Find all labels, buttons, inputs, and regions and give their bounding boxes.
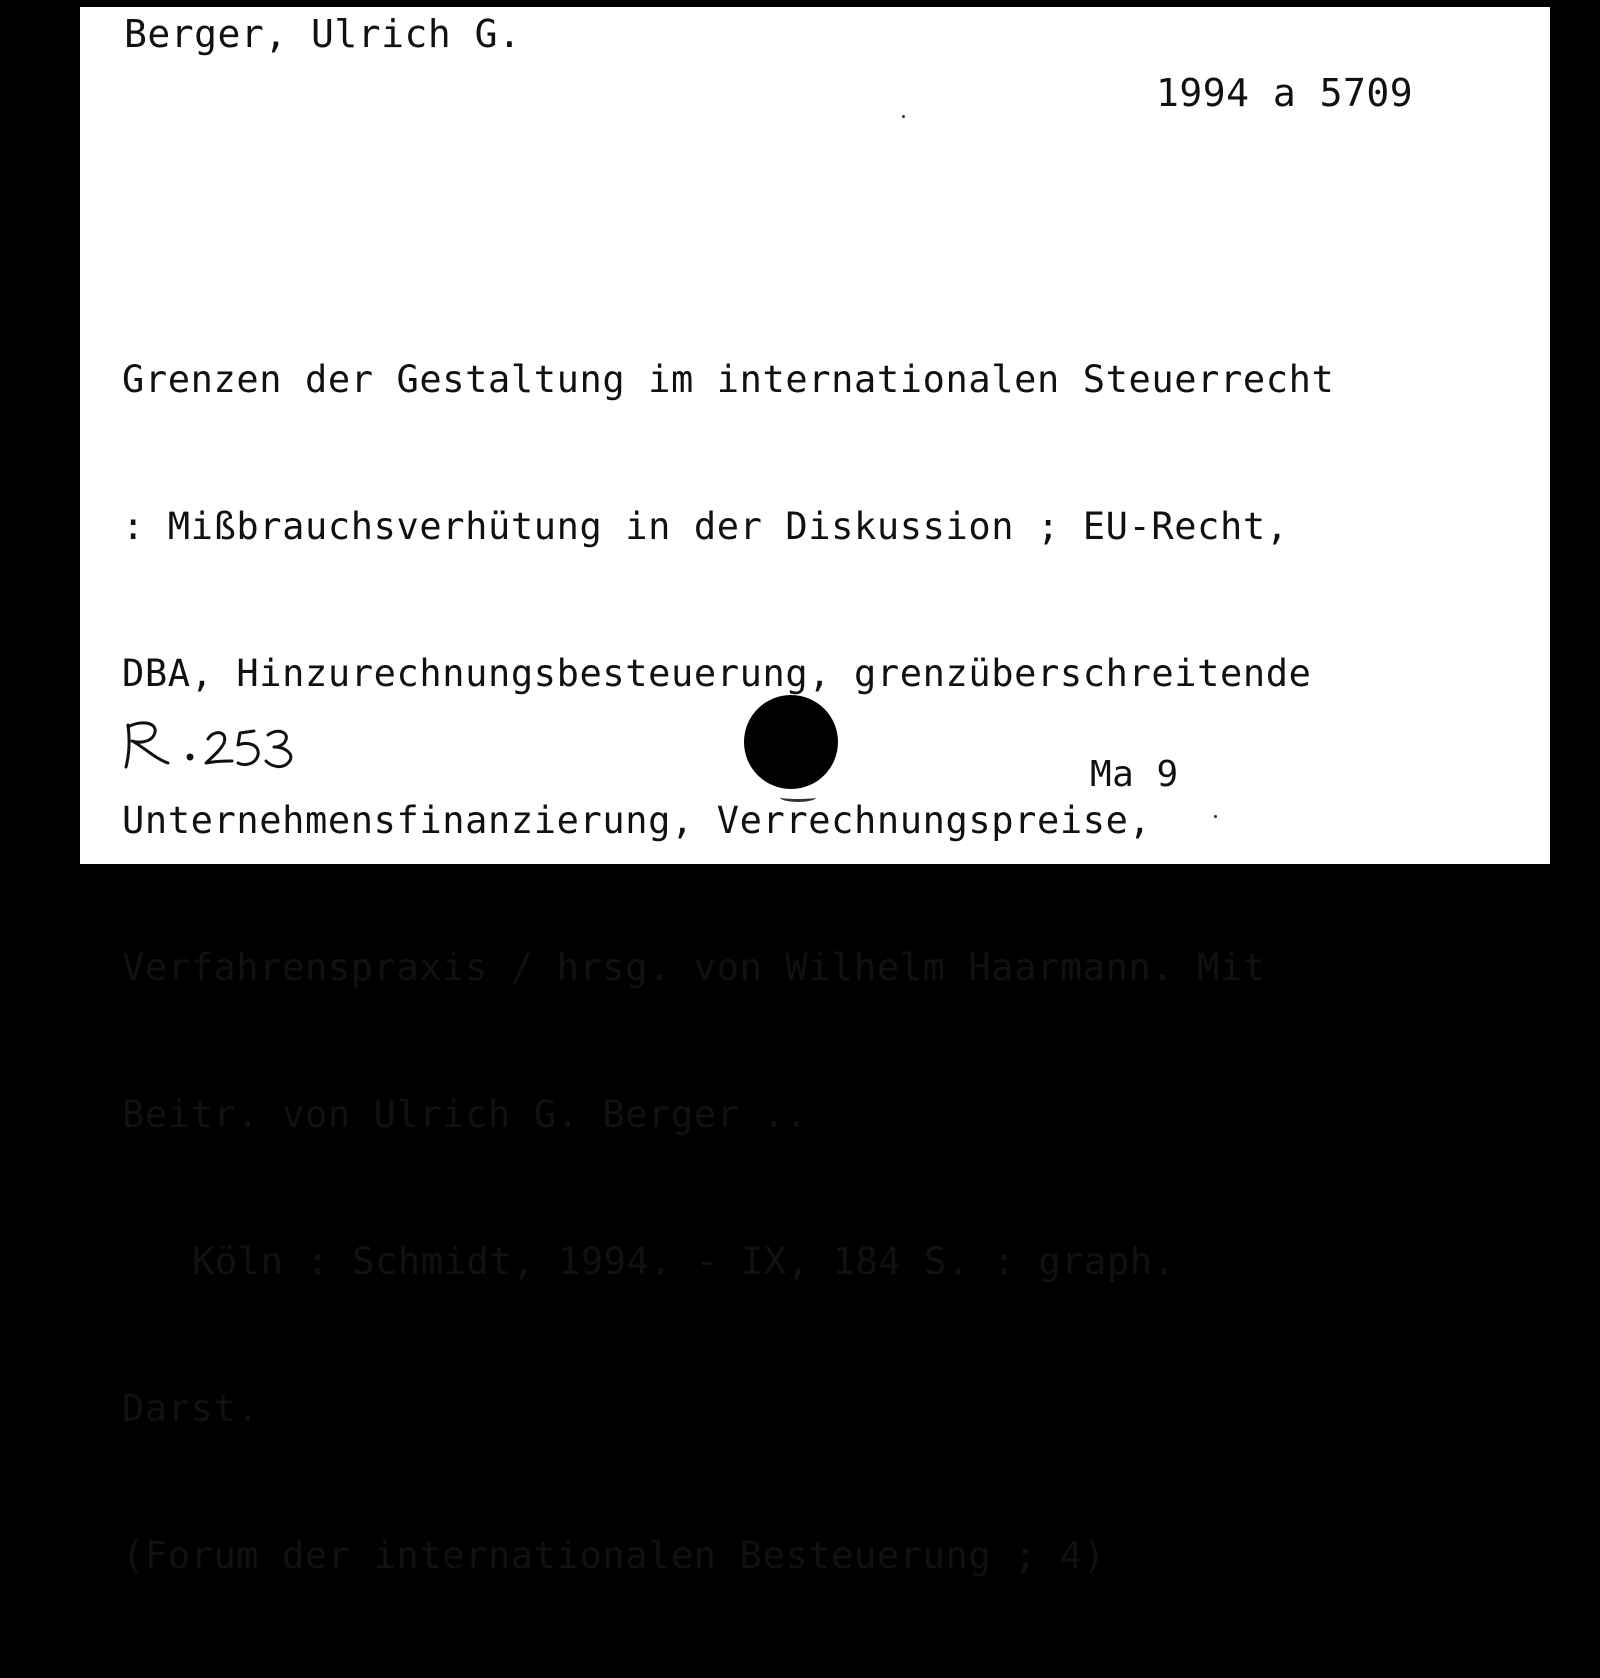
description-line: Darst. (122, 1387, 260, 1430)
description-line: : Mißbrauchsverhütung in der Diskussion ; EU-Recht, (122, 505, 1289, 548)
description-line: Verfahrenspraxis / hrsg. von Wilhelm Haarmann. Mit (122, 946, 1266, 989)
scan-speck (902, 115, 905, 118)
author-heading: Berger, Ulrich G. (124, 12, 522, 56)
punch-hole-shadow (780, 793, 816, 802)
bibliographic-description (122, 257, 1334, 1678)
punch-hole (744, 695, 838, 789)
catalog-card (80, 7, 1550, 1577)
call-number: 1994 a 5709 (1156, 71, 1414, 115)
series-line: (Forum der internationalen Besteuerung ; 4) (122, 1534, 1106, 1577)
description-line: Grenzen der Gestaltung im internationalen Steuerrecht (122, 358, 1335, 401)
handwritten-note (120, 715, 340, 785)
description-line: DBA, Hinzurechnungsbesteuerung, grenzüberschreitende (122, 652, 1312, 695)
description-line: Unternehmensfinanzierung, Verrechnungspreise, (122, 799, 1152, 842)
scan-speck (1214, 815, 1217, 818)
description-line: Beitr. von Ulrich G. Berger .. (122, 1093, 809, 1136)
shelf-mark: Ma 9 (1090, 754, 1179, 795)
imprint-line: Köln : Schmidt, 1994. - IX, 184 S. : graph. (192, 1240, 1176, 1283)
